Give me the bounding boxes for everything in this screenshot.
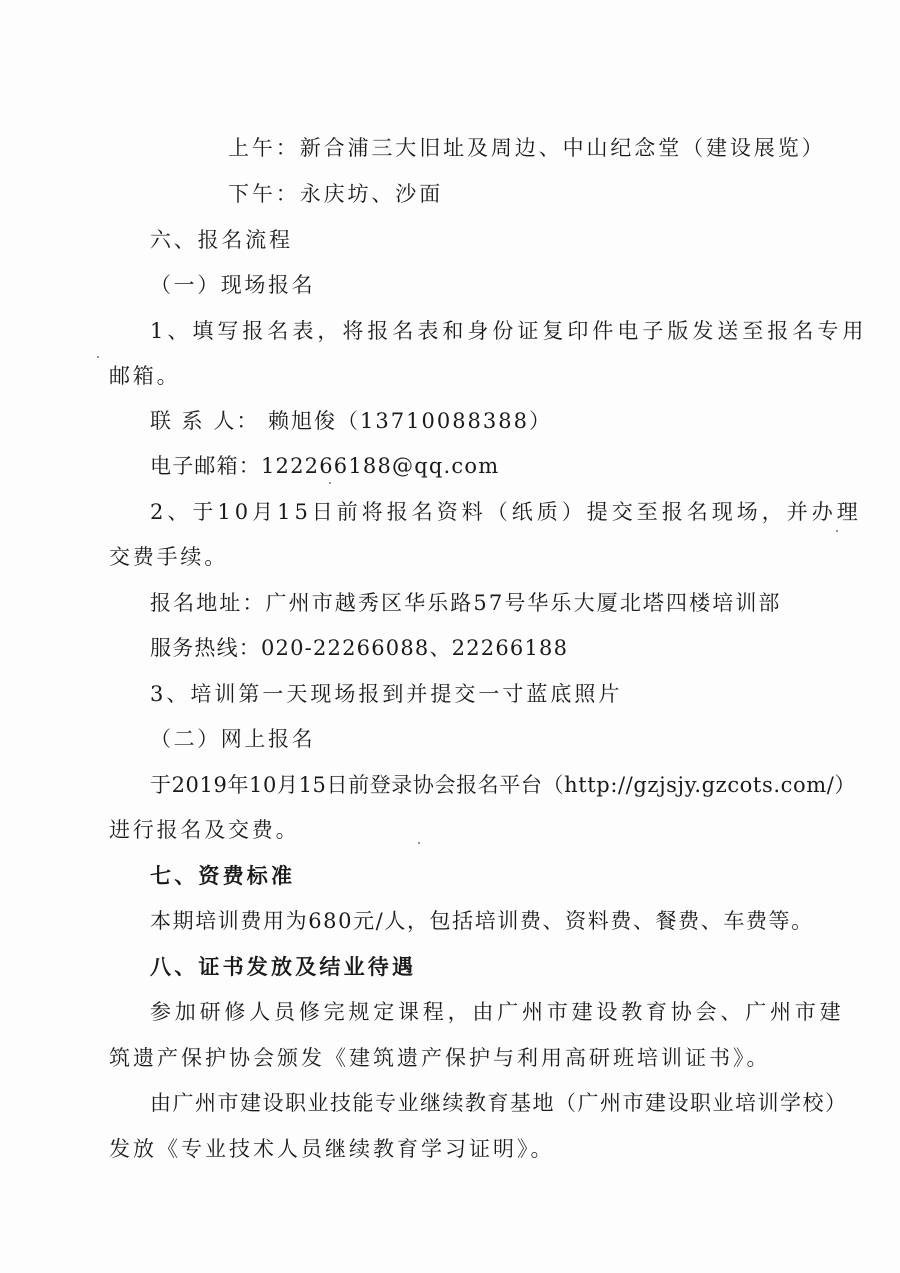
step-3: 3、培训第一天现场报到并提交一寸蓝底照片 <box>150 682 623 706</box>
schedule-afternoon: 下午：永庆坊、沙面 <box>228 182 444 206</box>
certificate-text-1: 参加研修人员修完规定课程，由广州市建设教育协会、广州市建 <box>150 1000 845 1024</box>
certificate-text-2: 由广州市建设职业技能专业继续教育基地（广州市建设职业培训学校） <box>150 1091 848 1115</box>
schedule-morning: 上午：新合浦三大旧址及周边、中山纪念堂（建设展览） <box>228 136 826 160</box>
online-registration-text: 于2019年10月15日前登录协会报名平台（http://gzjsjy.gzcots.com/） <box>150 773 857 797</box>
scan-speck <box>418 842 420 844</box>
registration-address: 报名地址：广州市越秀区华乐路57号华乐大厦北塔四楼培训部 <box>150 591 782 615</box>
section-heading-fees: 七、资费标准 <box>150 863 296 888</box>
subheading-online-registration: （二）网上报名 <box>150 727 316 751</box>
step-2: 2、于10月15日前将报名资料（纸质）提交至报名现场，并办理 <box>150 500 862 524</box>
step-1-continued: 邮箱。 <box>109 364 181 388</box>
scan-speck <box>329 482 331 484</box>
step-2-continued: 交费手续。 <box>109 545 228 569</box>
section-heading-registration: 六、报名流程 <box>150 228 293 252</box>
contact-email: 电子邮箱：122266188@qq.com <box>150 454 500 478</box>
scan-speck <box>836 530 838 532</box>
section-heading-certificates: 八、证书发放及结业待遇 <box>150 954 417 979</box>
service-hotline: 服务热线：020-22266088、22266188 <box>150 636 569 660</box>
certificate-text-1-continued: 筑遗产保护协会颁发《建筑遗产保护与利用高研班培训证书》。 <box>109 1046 771 1070</box>
scan-speck <box>97 356 99 358</box>
fee-description: 本期培训费用为680元/人，包括培训费、资料费、餐费、车费等。 <box>150 909 814 933</box>
contact-person: 联 系 人： 赖旭俊（13710088388） <box>150 409 552 433</box>
certificate-text-2-continued: 发放《专业技术人员继续教育学习证明》。 <box>109 1137 555 1161</box>
online-registration-continued: 进行报名及交费。 <box>109 818 300 842</box>
step-1: 1、填写报名表，将报名表和身份证复印件电子版发送至报名专用 <box>150 319 868 343</box>
subheading-onsite-registration: （一）现场报名 <box>150 273 316 297</box>
